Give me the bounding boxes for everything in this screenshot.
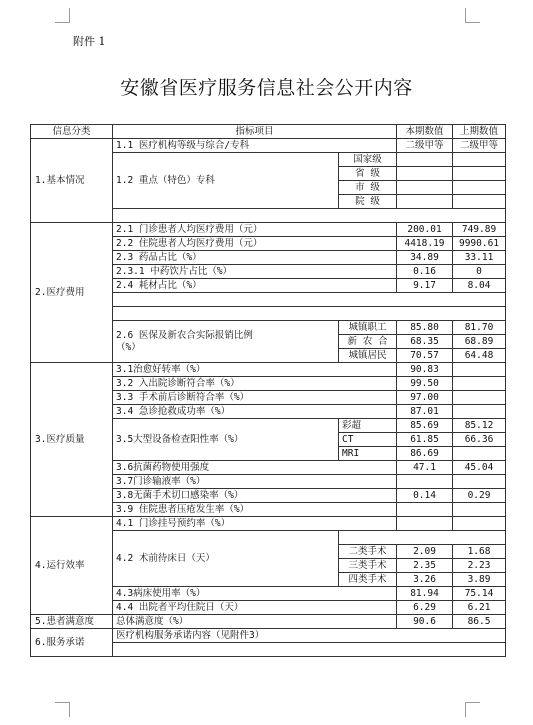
- previous-value: 68.89: [453, 335, 506, 349]
- header-previous: 上期数值: [453, 125, 506, 139]
- previous-value: [453, 405, 506, 419]
- header-current: 本期数值: [397, 125, 453, 139]
- category-commitment: 6.服务承诺: [31, 629, 113, 657]
- previous-value: 1.68: [453, 545, 506, 559]
- previous-value: 75.14: [453, 587, 506, 601]
- category-quality: 3.医疗质量: [31, 363, 113, 517]
- row-label: 3.2 入出院诊断符合率（%）: [113, 377, 397, 391]
- sub-label: 院 级: [339, 195, 397, 209]
- previous-value: [453, 363, 506, 377]
- row-label: 4.3病床使用率（%）: [113, 587, 397, 601]
- current-value: 99.50: [397, 377, 453, 391]
- table-row: [31, 517, 506, 531]
- sub-label: 四类手术: [339, 573, 397, 587]
- category-basic: 1.基本情况: [31, 139, 113, 223]
- current-value: 90.83: [397, 363, 453, 377]
- row-label: 3.7门诊输液率（%）: [113, 475, 397, 489]
- previous-value: [453, 181, 506, 195]
- current-value: 二级甲等: [397, 139, 453, 153]
- sub-label: 彩超: [339, 419, 397, 433]
- crop-mark-top-right: [465, 8, 480, 23]
- row-label: 4.1 门诊挂号预约率（%）: [113, 517, 397, 531]
- previous-value: [453, 447, 506, 461]
- current-value: 85.80: [397, 321, 453, 335]
- crop-mark-bottom-right: [465, 702, 480, 717]
- sub-label: 国家级: [339, 153, 397, 167]
- current-value: 68.35: [397, 335, 453, 349]
- current-value: 9.17: [397, 279, 453, 293]
- previous-value: 81.70: [453, 321, 506, 335]
- current-value: [397, 475, 453, 489]
- sub-label: 二类手术: [339, 545, 397, 559]
- previous-value: [453, 153, 506, 167]
- previous-value: [453, 517, 506, 531]
- current-value: 34.89: [397, 251, 453, 265]
- current-value: 2.09: [397, 545, 453, 559]
- current-value: 0.14: [397, 489, 453, 503]
- row-label: 2.3.1 中药饮片占比（%）: [113, 265, 397, 279]
- sub-label: 城镇居民: [339, 349, 397, 363]
- current-value: [397, 181, 453, 195]
- previous-value: [453, 167, 506, 181]
- previous-value: 85.12: [453, 419, 506, 433]
- row-label: 2.4 耗材占比（%）: [113, 279, 397, 293]
- previous-value: 45.04: [453, 461, 506, 475]
- table-row: [31, 139, 506, 153]
- row-label: 4.2 术前待床日（天）: [113, 531, 339, 587]
- empty-row: [113, 643, 506, 657]
- current-value: 6.29: [397, 601, 453, 615]
- sub-label: MRI: [339, 447, 397, 461]
- current-value: 4418.19: [397, 237, 453, 251]
- current-value: [397, 153, 453, 167]
- previous-value: [453, 503, 506, 517]
- table-row: [31, 615, 506, 629]
- row-label: 3.4 急诊抢救成功率（%）: [113, 405, 397, 419]
- current-value: 0.16: [397, 265, 453, 279]
- current-value: 47.1: [397, 461, 453, 475]
- empty-row: [113, 307, 506, 321]
- previous-value: [453, 391, 506, 405]
- category-cost: 2.医疗费用: [31, 223, 113, 363]
- row-label: 4.4 出院者平均住院日（天）: [113, 601, 397, 615]
- row-label: 3.1治愈好转率（%）: [113, 363, 397, 377]
- empty-row: [339, 531, 506, 545]
- sub-label: CT: [339, 433, 397, 447]
- crop-mark-top-left: [55, 8, 70, 23]
- row-label: 3.3 手术前后诊断符合率（%）: [113, 391, 397, 405]
- sub-label: 新 农 合: [339, 335, 397, 349]
- row-label-line: （%）: [116, 341, 141, 353]
- table-header-row: [31, 125, 506, 139]
- previous-value: 64.48: [453, 349, 506, 363]
- header-category: 信息分类: [31, 125, 113, 139]
- previous-value: 3.89: [453, 573, 506, 587]
- previous-value: 8.04: [453, 279, 506, 293]
- crop-mark-bottom-left: [55, 702, 70, 717]
- row-label: 2.2 住院患者人均医疗费用（元）: [113, 237, 397, 251]
- previous-value: 9990.61: [453, 237, 506, 251]
- current-value: [397, 503, 453, 517]
- current-value: [397, 517, 453, 531]
- current-value: [397, 195, 453, 209]
- header-indicator: 指标项目: [113, 125, 397, 139]
- row-label: [113, 321, 339, 363]
- previous-value: 86.5: [453, 615, 506, 629]
- row-label: 3.5大型设备检查阳性率（%）: [113, 419, 339, 461]
- table-row: [31, 223, 506, 237]
- sub-label: 市 级: [339, 181, 397, 195]
- current-value: 3.26: [397, 573, 453, 587]
- category-satisfaction: 5.患者满意度: [31, 615, 113, 629]
- category-efficiency: 4.运行效率: [31, 517, 113, 615]
- disclosure-table: [30, 124, 506, 657]
- previous-value: 0.29: [453, 489, 506, 503]
- current-value: 97.00: [397, 391, 453, 405]
- current-value: 90.6: [397, 615, 453, 629]
- row-label: 1.2 重点（特色）专科: [113, 153, 339, 209]
- empty-row: [113, 209, 506, 223]
- previous-value: [453, 475, 506, 489]
- row-label-line: 2.6 医保及新农合实际报销比例: [116, 329, 253, 341]
- row-label: 总体满意度（%）: [113, 615, 397, 629]
- current-value: 70.57: [397, 349, 453, 363]
- row-label: 3.6抗菌药物使用强度: [113, 461, 397, 475]
- current-value: [397, 167, 453, 181]
- previous-value: 二级甲等: [453, 139, 506, 153]
- sub-label: 三类手术: [339, 559, 397, 573]
- current-value: 85.69: [397, 419, 453, 433]
- current-value: 61.85: [397, 433, 453, 447]
- previous-value: 0: [453, 265, 506, 279]
- current-value: 86.69: [397, 447, 453, 461]
- row-label: 2.1 门诊患者人均医疗费用（元）: [113, 223, 397, 237]
- current-value: 87.01: [397, 405, 453, 419]
- row-label: 3.9 住院患者压疮发生率（%）: [113, 503, 397, 517]
- previous-value: [453, 195, 506, 209]
- current-value: 200.01: [397, 223, 453, 237]
- sub-label: 省 级: [339, 167, 397, 181]
- sub-label: 城镇职工: [339, 321, 397, 335]
- table-row: [31, 629, 506, 643]
- previous-value: 2.23: [453, 559, 506, 573]
- previous-value: 33.11: [453, 251, 506, 265]
- row-label: 2.3 药品占比（%）: [113, 251, 397, 265]
- table-row: [31, 363, 506, 377]
- current-value: 81.94: [397, 587, 453, 601]
- previous-value: 749.89: [453, 223, 506, 237]
- previous-value: [453, 377, 506, 391]
- row-label: 3.8无菌手术切口感染率（%）: [113, 489, 397, 503]
- row-label: 医疗机构服务承诺内容（见附件3）: [113, 629, 506, 643]
- row-label: 1.1 医疗机构等级与综合/专科: [113, 139, 397, 153]
- previous-value: 66.36: [453, 433, 506, 447]
- previous-value: 6.21: [453, 601, 506, 615]
- page-title: 安徽省医疗服务信息社会公开内容: [120, 77, 413, 99]
- empty-row: [113, 293, 506, 307]
- attachment-label: 附件 1: [73, 35, 106, 48]
- current-value: 2.35: [397, 559, 453, 573]
